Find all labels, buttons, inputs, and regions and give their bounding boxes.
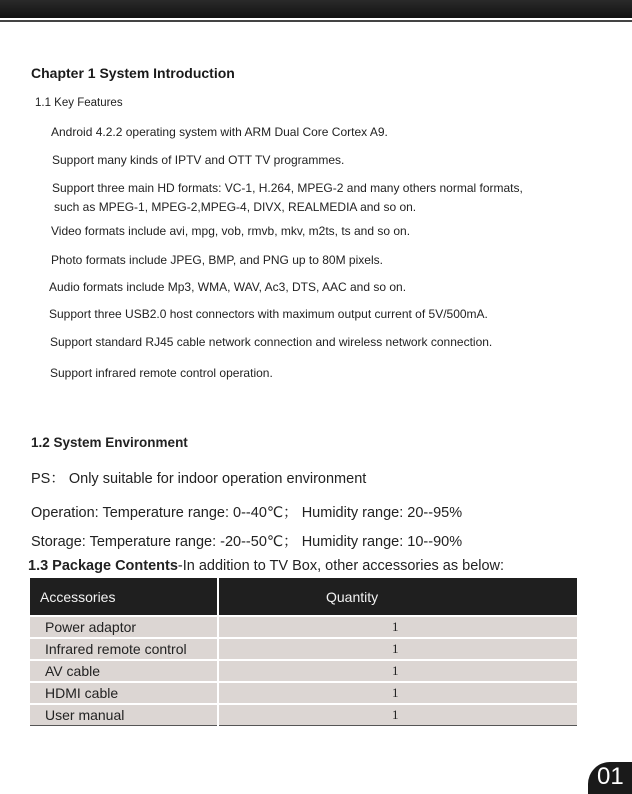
accessory-quantity: 1 xyxy=(218,660,577,682)
accessory-quantity: 1 xyxy=(218,616,577,638)
package-contents-table xyxy=(30,578,577,726)
feature-item: Video formats include avi, mpg, vob, rmvb, mkv, m2ts, ts and so on. xyxy=(51,224,411,238)
accessory-name: User manual xyxy=(30,704,218,726)
section-1-3-heading xyxy=(28,558,504,574)
feature-item: Support standard RJ45 cable network connection and wireless network connection. xyxy=(50,335,493,349)
section-1-1-title: 1.1 Key Features xyxy=(35,97,123,109)
section-1-3-title: 1.3 Package Contents xyxy=(28,558,178,574)
section-1-2-title: 1.2 System Environment xyxy=(31,435,188,450)
feature-item: Support many kinds of IPTV and OTT TV programmes. xyxy=(52,153,345,167)
accessory-quantity: 1 xyxy=(218,682,577,704)
operation-range: Operation: Temperature range: 0--40℃； Humidity range: 20--95% xyxy=(31,505,463,521)
feature-item: Audio formats include Mp3, WMA, WAV, Ac3, DTS, AAC and so on. xyxy=(49,280,407,294)
accessory-quantity: 1 xyxy=(218,638,577,660)
table-row xyxy=(30,682,577,704)
accessory-name: AV cable xyxy=(30,660,218,682)
storage-range: Storage: Temperature range: -20--50℃； Humidity range: 10--90% xyxy=(31,534,463,550)
ps-note: PS： Only suitable for indoor operation environment xyxy=(31,471,367,487)
accessory-name: HDMI cable xyxy=(30,682,218,704)
header-rule xyxy=(0,20,632,22)
accessory-quantity: 1 xyxy=(218,704,577,726)
feature-item: Support three USB2.0 host connectors with maximum output current of 5V/500mA. xyxy=(49,307,488,321)
table-header-row xyxy=(30,578,577,616)
chapter-title: Chapter 1 System Introduction xyxy=(31,65,235,81)
table-row xyxy=(30,638,577,660)
feature-item: Support infrared remote control operation. xyxy=(50,366,273,380)
page-number: 01 xyxy=(597,763,624,790)
section-1-3-subtitle: -In addition to TV Box, other accessories as below: xyxy=(177,558,505,574)
table-row xyxy=(30,660,577,682)
column-header-accessories: Accessories xyxy=(30,578,218,616)
feature-item: Photo formats include JPEG, BMP, and PNG up to 80M pixels. xyxy=(51,253,383,267)
accessory-name: Power adaptor xyxy=(30,616,218,638)
feature-item: Support three main HD formats: VC-1, H.264, MPEG-2 and many others normal formats, xyxy=(52,181,523,195)
column-header-quantity: Quantity xyxy=(218,578,577,616)
feature-item: such as MPEG-1, MPEG-2,MPEG-4, DIVX, REALMEDIA and so on. xyxy=(54,200,417,214)
accessory-name: Infrared remote control xyxy=(30,638,218,660)
table-row xyxy=(30,616,577,638)
table-row xyxy=(30,704,577,726)
feature-item: Android 4.2.2 operating system with ARM Dual Core Cortex A9. xyxy=(51,125,388,139)
header-bar xyxy=(0,0,632,18)
